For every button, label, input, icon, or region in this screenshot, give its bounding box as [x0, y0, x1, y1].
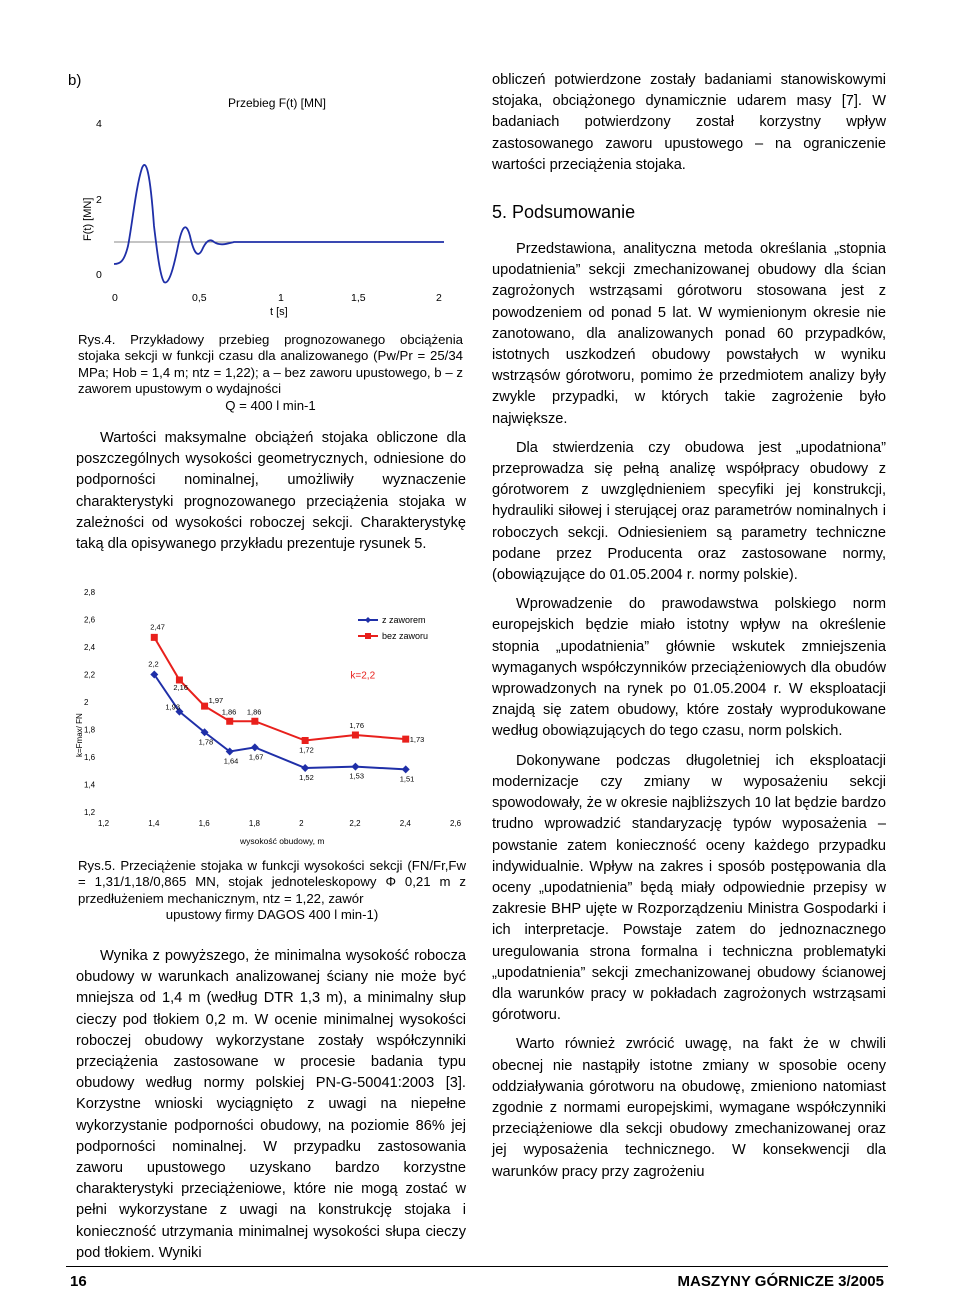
- data-point: [251, 718, 258, 725]
- footer-rule: [66, 1266, 888, 1267]
- data-point: [352, 732, 359, 739]
- fig4-xtick: 1,5: [351, 292, 366, 304]
- fig4-title: Przebieg F(t) [MN]: [228, 96, 327, 110]
- legend-marker: [365, 633, 371, 639]
- annotation-label: k=2,2: [350, 670, 376, 682]
- fig4-xtick: 0,5: [192, 292, 207, 304]
- fig4-ytick: 0: [96, 269, 102, 281]
- caption-5: [78, 858, 466, 924]
- x-tick-label: 1,6: [198, 819, 210, 828]
- data-point: [251, 743, 259, 751]
- panel-label: b): [68, 72, 82, 89]
- legend-marker: [365, 617, 371, 623]
- fig4-xtick: 1: [278, 292, 284, 304]
- series-line: [154, 637, 405, 740]
- data-label: 1,52: [299, 773, 314, 782]
- body-text: Dokonywane podczas długoletniej ich eksploatacji modernizacje czy zmiany w wyposażeniu sekcji spowodowały, że w okresie najbliższych 10 lat będzie bardzo trudno wprowadzić standaryzację typów wyposażenia – powstanie zatem konieczność oceny każdego przypadku indywidualnie. Wpływ na zakres i sposób postępowania dla oceny „upodatnienia” będą miały odpowiednie przepisy w zakresie BHP ujęte w Rozporządzeniu Ministra Gospodarki i ich interpretacje. Powstaje zatem do jednoznacznego uregulowania strona formalna i techniczna problematyki „upodatnienia” sekcji zmechanizowanej obudowy ścianowej dla warunków pracy w pokładach zagrożonych wstrząsami górotworu.: [492, 752, 886, 1024]
- data-label: 1,72: [299, 745, 314, 755]
- body-text: obliczeń potwierdzone zostały badaniami stanowiskowymi stojaka, obciążonego dynamicznie udarem masy [7]. W badaniach potwierdzony został korzystny wpływ zastosowanego zaworu upustowego – na ograniczenie wartości przeciążenia stojaka.: [492, 72, 886, 173]
- fig5-chart: [76, 580, 466, 852]
- body-text: Wprowadzenie do prawodawstwa polskiego norm europejskich będzie miało istotny wpływ na określenie stopnia „upodatnienia” głównie wskutek zmniejszenia wymaganych współczynników przeciążeniowych dla obudów wprowadzonych na rynek po 01.05.2004 r. W eksploatacji znajdą się zatem obudowy, które zostały wyprodukowane według obowiązujących do tego czasu, norm polskich.: [492, 596, 886, 740]
- y-tick-label: 1,6: [84, 753, 96, 762]
- data-label: 1,53: [349, 771, 365, 781]
- y-tick-label: 2,8: [84, 588, 96, 597]
- body-text: Dla stwierdzenia czy obudowa jest „upodatniona” przeprowadza się pełną analizę współpracy obudowy z górotworem z uwzględnieniem specyfiki jej konstrukcji, hydrauliki siłowej i sterującej oraz parametrów nominalnych i roboczych sekcji. Odniesieniem są parametry techniczne podane przez Producenta oraz zastosowane normy, (obowiązujące do 01.05.2004 r. normy polskie).: [492, 439, 886, 584]
- data-label: 1,67: [248, 752, 264, 762]
- left-paragraph-1: [76, 428, 466, 555]
- fig4-plot: [114, 76, 444, 286]
- data-label: 1,93: [165, 702, 181, 712]
- right-column: [492, 70, 886, 1183]
- body-text: Warto również zwrócić uwagę, na fakt że w chwili obecnej nie nastąpiły istotne zmiany w sposobie oceny oddziaływania górotworu na obudowę, zmieniono natomiast zgodnie z normami europejskimi, wymagane współczynniki przeciążeniowe dla sekcji obudowy zmechanizowanej oraz jej wyposażenia technicznego. W konsekwencji dla warunków pracy przy zagrożeniu: [492, 1036, 886, 1180]
- x-tick-label: 1,2: [98, 819, 110, 828]
- data-label: 1,86: [221, 707, 237, 717]
- legend-label: bez zaworu: [382, 631, 429, 641]
- x-tick-label: 1,4: [148, 819, 160, 828]
- page-number: 16: [70, 1273, 87, 1290]
- x-tick-label: 2: [299, 819, 304, 828]
- caption-4-text: Rys.4. Przykładowy przebieg prognozowanego obciążenia stojaka sekcji w funkcji czasu dla analizowanego (Pw/Pr = 25/34 MPa; Hob = 1,4 m; ntz = 1,22); a – bez zaworu upustowego, b – z zaworem upustowym o wydajności: [78, 332, 463, 397]
- y-tick-label: 1,4: [84, 780, 96, 790]
- section-heading: 5. Podsumowanie: [492, 202, 636, 223]
- left-paragraph-2: [76, 946, 466, 1264]
- x-tick-label: 2,2: [349, 819, 361, 828]
- fig4-xlabel: t [s]: [270, 306, 288, 318]
- data-point: [402, 765, 410, 773]
- data-label: 2,2: [148, 659, 159, 669]
- y-axis-label: k=Fmax/ FN: [75, 713, 84, 757]
- data-label: 1,64: [223, 756, 239, 766]
- fig4-ytick: 4: [96, 118, 102, 130]
- legend-label: z zaworem: [382, 615, 426, 625]
- x-tick-label: 2,6: [450, 819, 462, 828]
- x-tick-label: 1,8: [248, 819, 260, 828]
- body-text: Wartości maksymalne obciążeń stojaka obliczone dla poszczególnych wysokości geometrycznych, odniesione do podporności nominalnej, umożliwiły wyznaczenie charakterystyki prognozowanego przeciążenia stojaka w zależności od wysokości roboczej sekcji. Charakterystykę taką dla opisywanego przykładu prezentuje rysunek 5.: [76, 430, 466, 553]
- data-label: 2,16: [173, 683, 189, 692]
- data-point: [301, 764, 309, 772]
- data-point: [302, 737, 309, 744]
- data-point: [226, 718, 233, 725]
- data-label: 1,76: [349, 721, 365, 730]
- body-text: Wynika z powyższego, że minimalna wysokość robocza obudowy w warunkach analizowanej ściany nie może być mniejsza od 1,4 m (według DTR 1,3 m), a minimalny słup cieczy pod tłokiem 0,2 m. W ocenie minimalnej wysokości roboczej obudowy wykorzystane zostały współczynniki przeciążenia zastosowane w procesie badania typu obudowy według normy polskiej PN-G-50041:2003 [3]. Korzystne wnioski wyciągnięto z uwagi na niepełne wykorzystanie podporności obudowy, na poziomie 86% jej podporności nominalnej. W przypadku zastosowania zaworu upustowego uzyskano bardzo korzystne charakterystyki przeciążeniowe, które nie mogą zostać w pełni wykorzystane z uwagi na konstrukcję stojaka i konieczność utrzymania minimalnej wysokości słupa cieczy pod tłokiem. Wyniki: [76, 948, 466, 1261]
- fig4-xtick: 2: [436, 292, 442, 304]
- data-label: 1,73: [409, 735, 425, 745]
- fig4-xtick: 0: [112, 292, 118, 304]
- caption-4: [78, 332, 463, 414]
- data-label: 1,97: [208, 696, 224, 706]
- data-label: 1,86: [246, 707, 262, 717]
- caption-5-text-line2: upustowy firmy DAGOS 400 l min-1): [165, 907, 379, 923]
- x-axis-label: wysokość obudowy, m: [240, 836, 325, 846]
- y-tick-label: 2,4: [84, 643, 96, 652]
- x-tick-label: 2,4: [399, 819, 411, 828]
- figure-5: [76, 580, 466, 852]
- caption-4-text-line2: Q = 400 l min-1: [225, 397, 316, 413]
- data-point: [351, 763, 359, 771]
- series-line: [154, 675, 405, 770]
- y-tick-label: 2,6: [84, 615, 96, 625]
- data-point: [201, 703, 208, 710]
- data-label: 1,78: [198, 737, 214, 747]
- data-label: 2,47: [150, 622, 165, 632]
- fig4-ylabel: F(t) [MN]: [82, 197, 94, 241]
- y-tick-label: 2,2: [84, 670, 96, 680]
- fig4-ytick: 2: [96, 194, 102, 206]
- body-text: Przedstawiona, analityczna metoda określania „stopnia upodatnienia” sekcji zmechanizowanej obudowy dla ścian zagrożonych wstrząsami górotworu stosowana jest z powodzeniem od ponad 5 lat. W wymienionym okresie nie zanotowano, dla analizowanych ponad 60 przypadków, istotnych uszkodzeń obudowy powstałych w wyniku wstrząsów górotworu, pomimo że przedmiotem analizy były zwykle przypadki, w których takie zagrożenie było największe.: [492, 241, 886, 427]
- data-label: 1,51: [399, 774, 415, 784]
- caption-5-text: Rys.5. Przeciążenie stojaka w funkcji wysokości sekcji (FN/Fr,Fw = 1,31/1,18/0,865 MN, stojak jednoteleskopowy Φ 0,21 m z przedłużeniem mechanicznym, ntz = 1,22, zawór: [78, 858, 466, 906]
- y-tick-label: 1,8: [84, 725, 96, 735]
- data-point: [151, 634, 158, 641]
- y-tick-label: 2: [84, 698, 89, 707]
- data-point: [402, 736, 409, 743]
- journal-name: MASZYNY GÓRNICZE 3/2005: [677, 1273, 884, 1290]
- figure-4: [60, 66, 460, 326]
- y-tick-label: 1,2: [84, 808, 96, 817]
- fig4-curve: [114, 165, 444, 283]
